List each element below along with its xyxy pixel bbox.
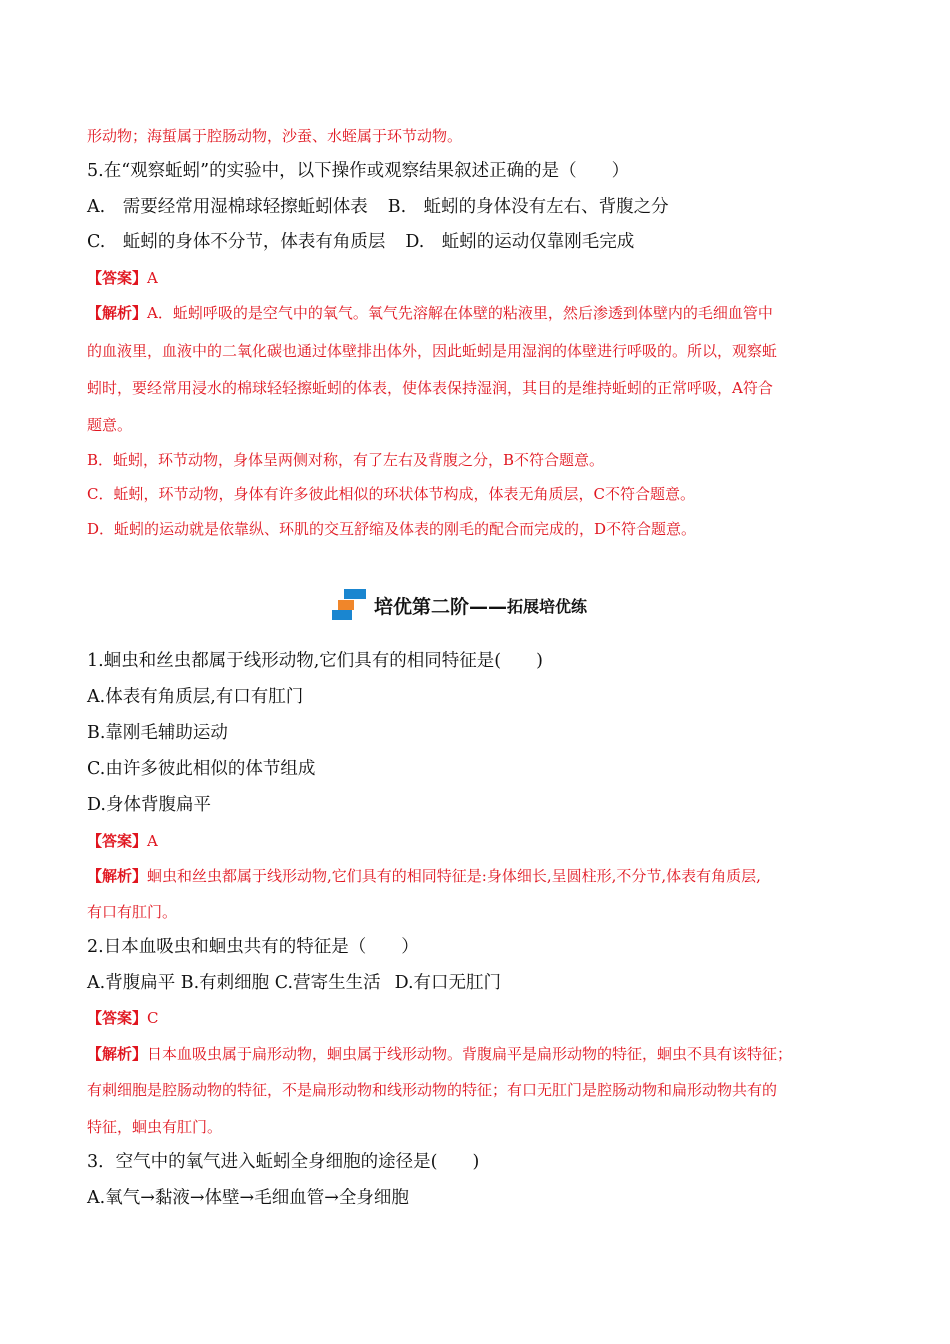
p2-options [87,975,501,993]
analysis-tag: 【解析】 [87,867,148,885]
p2-analysis-line: 有刺细胞是腔肠动物的特征，不是扁形动物和线形动物的特征；有口无肛门是腔肠动物和扁形动物共有的 [87,1081,778,1099]
p1-option-b: B.靠刚毛辅助运动 [87,723,228,743]
q5-stem: 5.在“观察蚯蚓”的实验中，以下操作或观察结果叙述正确的是（ ） [87,161,630,181]
q5-option-d: D. 蚯蚓的运动仅靠刚毛完成 [405,232,635,252]
analysis-tag: 【解析】 [87,304,148,322]
answer-value: C [147,1009,159,1027]
q5-analysis-c: C．蚯蚓，环节动物，身体有许多彼此相似的环状体节构成，体表无角质层，C不符合题意。 [87,485,695,503]
q5-option-c: C. 蚯蚓的身体不分节，体表有角质层 [87,232,386,252]
analysis-text: 蛔虫和丝虫都属于线形动物,它们具有的相同特征是:身体细长,呈圆柱形,不分节,体表有角质层, [147,867,761,885]
q5-answer [87,271,158,286]
q5-analysis-line [87,306,773,321]
p1-stem: 1.蛔虫和丝虫都属于线形动物,它们具有的相同特征是( ) [87,651,543,671]
section-title: 培优第二阶—— [374,595,508,618]
answer-value: A [147,832,158,850]
p1-option-c: C.由许多彼此相似的体节组成 [87,759,316,779]
p2-option-d: D.有口无肛门 [394,973,502,993]
p2-stem: 2.日本血吸虫和蛔虫共有的特征是（ ） [87,937,419,957]
intro-line: 形动物；海蜇属于腔肠动物，沙蚕、水蛭属于环节动物。 [87,127,463,145]
analysis-text: A．蚯蚓呼吸的是空气中的氧气。氧气先溶解在体壁的粘液里，然后渗透到体壁内的毛细血管中 [147,304,773,322]
stacked-blocks-icon [328,588,370,622]
q5-options-ab [87,199,669,217]
p3-option-a: A.氧气→黏液→体壁→毛细血管→全身细胞 [87,1188,409,1208]
p1-analysis-line [87,869,761,884]
section-heading [328,588,587,622]
answer-tag: 【答案】 [87,1009,148,1027]
p1-answer [87,834,158,849]
analysis-tag: 【解析】 [87,1045,148,1063]
answer-tag: 【答案】 [87,832,148,850]
p1-analysis-line: 有口有肛门。 [87,903,178,921]
q5-option-b: B. 蚯蚓的身体没有左右、背腹之分 [387,197,669,217]
q5-analysis-b: B．蚯蚓，环节动物，身体呈两侧对称，有了左右及背腹之分，B不符合题意。 [87,451,605,469]
answer-tag: 【答案】 [87,269,148,287]
q5-option-a: A. 需要经常用湿棉球轻擦蚯蚓体表 [87,197,368,217]
p2-answer [87,1011,159,1026]
p1-option-a: A.体表有角质层,有口有肛门 [87,687,304,707]
p1-option-d: D.身体背腹扁平 [87,795,211,815]
p2-analysis-line: 特征，蛔虫有肛门。 [87,1118,223,1136]
section-subtitle: 拓展培优练 [507,596,588,616]
answer-value: A [147,269,158,287]
p2-options-abc: A.背腹扁平 B.有刺细胞 C.营寄生生活 [87,973,381,993]
analysis-text: 日本血吸虫属于扁形动物，蛔虫属于线形动物。背腹扁平是扁形动物的特征，蛔虫不具有该特征； [147,1045,793,1063]
q5-analysis-line: 蚓时，要经常用浸水的棉球轻轻擦蚯蚓的体表，使体表保持湿润，其目的是维持蚯蚓的正常呼吸，A符合 [87,379,773,397]
q5-analysis-d: D．蚯蚓的运动就是依靠纵、环肌的交互舒缩及体表的刚毛的配合而完成的，D不符合题意。 [87,520,697,538]
q5-options-cd [87,234,634,252]
q5-analysis-line: 的血液里，血液中的二氧化碳也通过体壁排出体外，因此蚯蚓是用湿润的体壁进行呼吸的。所以，观察蚯 [87,342,778,360]
q5-analysis-line: 题意。 [87,416,133,434]
p3-stem: 3．空气中的氧气进入蚯蚓全身细胞的途径是( ) [87,1152,480,1172]
p2-analysis-line [87,1047,792,1062]
